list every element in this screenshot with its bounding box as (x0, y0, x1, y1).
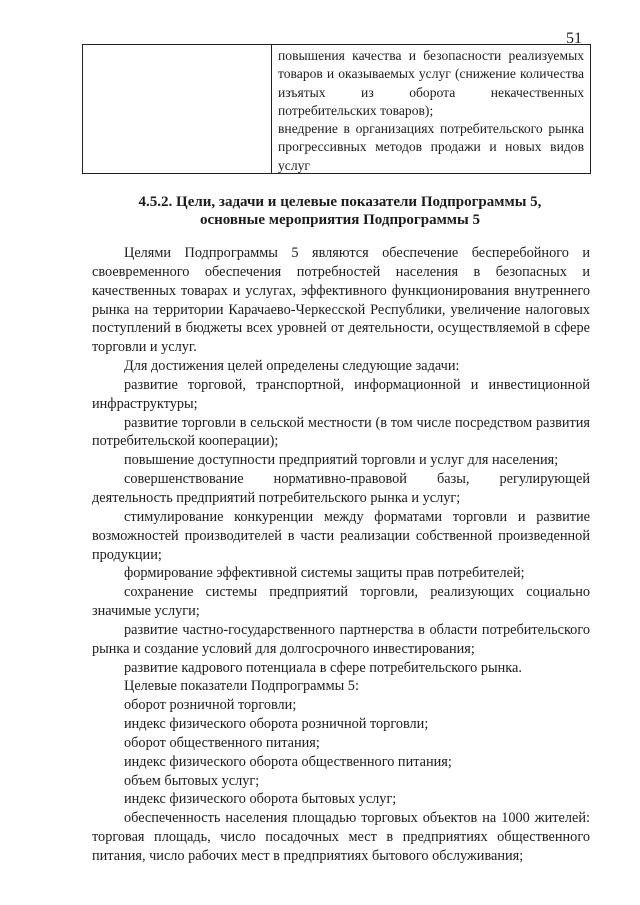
task-item: развитие торговли в сельской местности (в том числе посредством развития потребительской кооперации); (92, 414, 590, 450)
paragraph-goals: Целями Подпрограммы 5 являются обеспечение бесперебойного и своевременного обеспечения потребностей населения в безопасных и качественных товарах и услугах, эффективного функционирования внутреннего рынка на территории Карачаево-Черкесской Республики, увеличение налоговых поступлений в бюджеты всех уровней от деятельности, осуществляемой в сфере торговли и услуг. (92, 245, 590, 356)
task-item: развитие частно-государственного партнерства в области потребительского рынка и создание условий для долгосрочного инвестирования; (92, 621, 590, 657)
section-body (92, 244, 590, 866)
table-item: повышения качества и безопасности реализуемых товаров и оказываемых услуг (снижение количества изъятых из оборота некачественных потребительских товаров); (278, 48, 584, 118)
table-right-cell (272, 45, 590, 173)
task-item: развитие кадрового потенциала в сфере потребительского рынка. (124, 659, 522, 676)
indicators-intro: Целевые показатели Подпрограммы 5: (124, 678, 359, 695)
indicator-item: оборот общественного питания; (124, 734, 320, 751)
section-heading (100, 193, 580, 229)
table-left-cell (83, 45, 272, 173)
section-heading-line: основные мероприятия Подпрограммы 5 (200, 212, 480, 228)
task-item: стимулирование конкуренции между форматами торговли и развитие возможностей производителей в части реализации собственной произведенной продукции; (92, 508, 590, 563)
indicator-item: индекс физического оборота общественного питания; (124, 753, 452, 770)
indicator-item: оборот розничной торговли; (124, 697, 297, 714)
continuation-table (82, 44, 591, 174)
task-item: повышение доступности предприятий торговли и услуг для населения; (124, 452, 559, 469)
indicator-item: индекс физического оборота розничной торговли; (124, 716, 429, 733)
task-item: развитие торговой, транспортной, информационной и инвестиционной инфраструктуры; (92, 376, 590, 412)
indicator-item: индекс физического оборота бытовых услуг; (124, 791, 397, 808)
paragraph-tasks-intro: Для достижения целей определены следующие задачи: (124, 358, 460, 375)
page-number: 51 (566, 30, 582, 47)
task-item: сохранение системы предприятий торговли, реализующих социально значимые услуги; (92, 584, 590, 620)
indicator-item: объем бытовых услуг; (124, 772, 260, 789)
section-heading-line: 4.5.2. Цели, задачи и целевые показатели Подпрограммы 5, (138, 194, 542, 210)
table-item: внедрение в организациях потребительского рынка прогрессивных методов продажи и новых видов услуг (278, 121, 584, 173)
task-item: формирование эффективной системы защиты прав потребителей; (124, 565, 525, 582)
task-item: совершенствование нормативно-правовой базы, регулирующей деятельность предприятий потребительского рынка и услуг; (92, 471, 590, 506)
indicator-item: обеспеченность населения площадью торговых объектов на 1000 жителей: торговая площадь, число посадочных мест в предприятиях общественного питания, число рабочих мест в предприятиях бытового обслуживания; (92, 810, 590, 864)
